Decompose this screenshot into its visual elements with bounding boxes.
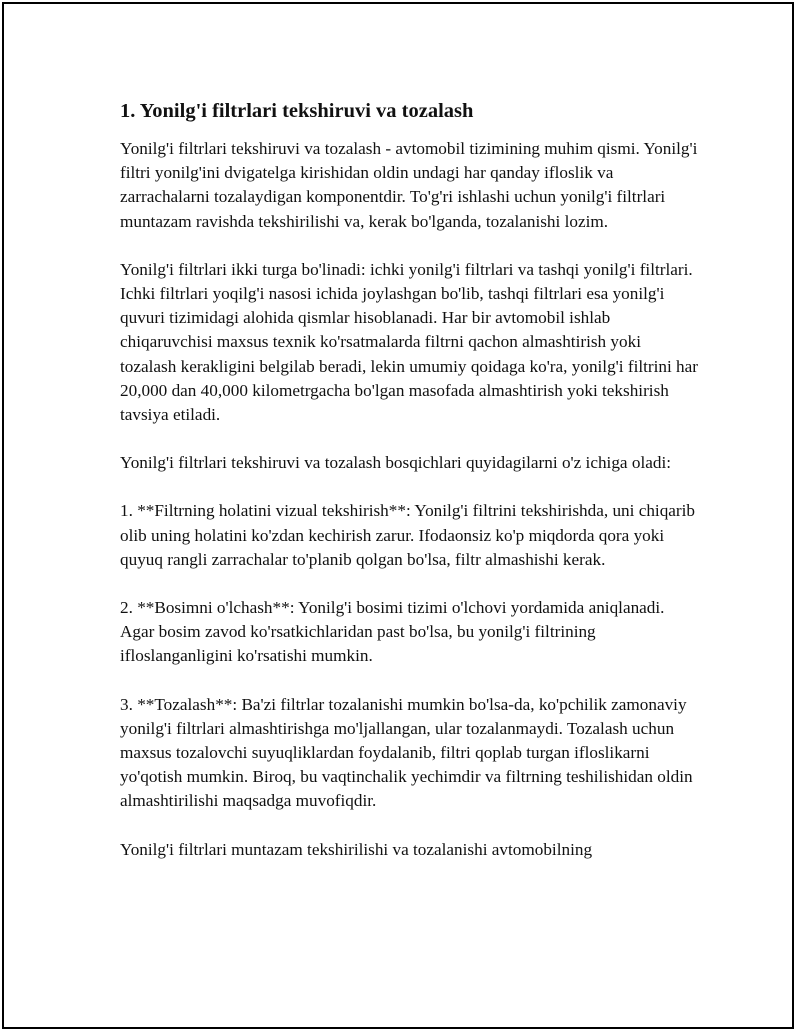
list-item-visual-inspection: 1. **Filtrning holatini vizual tekshirish**: Yonilg'i filtrini tekshirishda, uni chiqarib olib uning holatini ko'zdan kechirish zarur. Ifodaonsiz ko'p miqdorda qora yoki quyuq rangli zarrachalar to'planib qolgan bo'lsa, filtr almashishi kerak. <box>120 501 696 569</box>
list-item-pressure-measurement: 2. **Bosimni o'lchash**: Yonilg'i bosimi tizimi o'lchovi yordamida aniqlanadi. Agar bosim zavod ko'rsatkichlaridan past bo'lsa, bu yonilg'i filtrining ifloslanganligini ko'rsatishi mumkin. <box>120 598 665 666</box>
paragraph-conclusion: Yonilg'i filtrlari muntazam tekshirilishi va tozalanishi avtomobilning <box>120 839 593 859</box>
paragraph-filter-types: Yonilg'i filtrlari ikki turga bo'linadi: ichki yonilg'i filtrlari va tashqi yonilg'i filtrlari. Ichki filtrlari yoqilg'i nasosi ichida joylashgan bo'lib, tashqi filtrlari esa yonilg'i quvuri tizimidagi alohida qismlar hisoblanadi. Har bir avtomobil ishlab chiqaruvchisi maxsus texnik ko'rsatmalarda filtrni qachon almashtirish yoki tozalash kerakligini belgilab beradi, lekin umumiy qoidaga ko'ra, yonilg'i filtrini har 20,000 dan 40,000 kilometrgacha bo'lgan masofada almashtirish yoki tekshirish tavsiya etiladi. <box>120 259 699 425</box>
section-heading: 1. Yonilg'i filtrlari tekshiruvi va tozalash <box>120 100 474 122</box>
paragraph-intro: Yonilg'i filtrlari tekshiruvi va tozalash - avtomobil tizimining muhim qismi. Yonilg'i filtri yonilg'ini dvigatelga kirishidan oldin undagi har qanday ifloslik va zarrachalarni tozalaydigan komponentdir. To'g'ri ishlashi uchun yonilg'i filtrlari muntazam ravishda tekshirilishi va, kerak bo'lganda, tozalanishi lozim. <box>120 139 698 231</box>
document-page <box>2 2 794 1029</box>
paragraph-steps-intro: Yonilg'i filtrlari tekshiruvi va tozalash bosqichlari quyidagilarni o'z ichiga oladi: <box>120 453 671 473</box>
document-body <box>120 98 700 886</box>
list-item-cleaning: 3. **Tozalash**: Ba'zi filtrlar tozalanishi mumkin bo'lsa-da, ko'pchilik zamonaviy yonilg'i filtrlari almashtirishga mo'ljallangan, ular tozalanmaydi. Tozalash uchun maxsus tozalovchi suyuqliklardan foydalanib, filtri qoplab turgan ifloslikarni yo'qotish mumkin. Biroq, bu vaqtinchalik yechimdir va filtrning teshilishidan oldin almashtirilishi maqsadga muvofiqdir. <box>120 694 693 811</box>
